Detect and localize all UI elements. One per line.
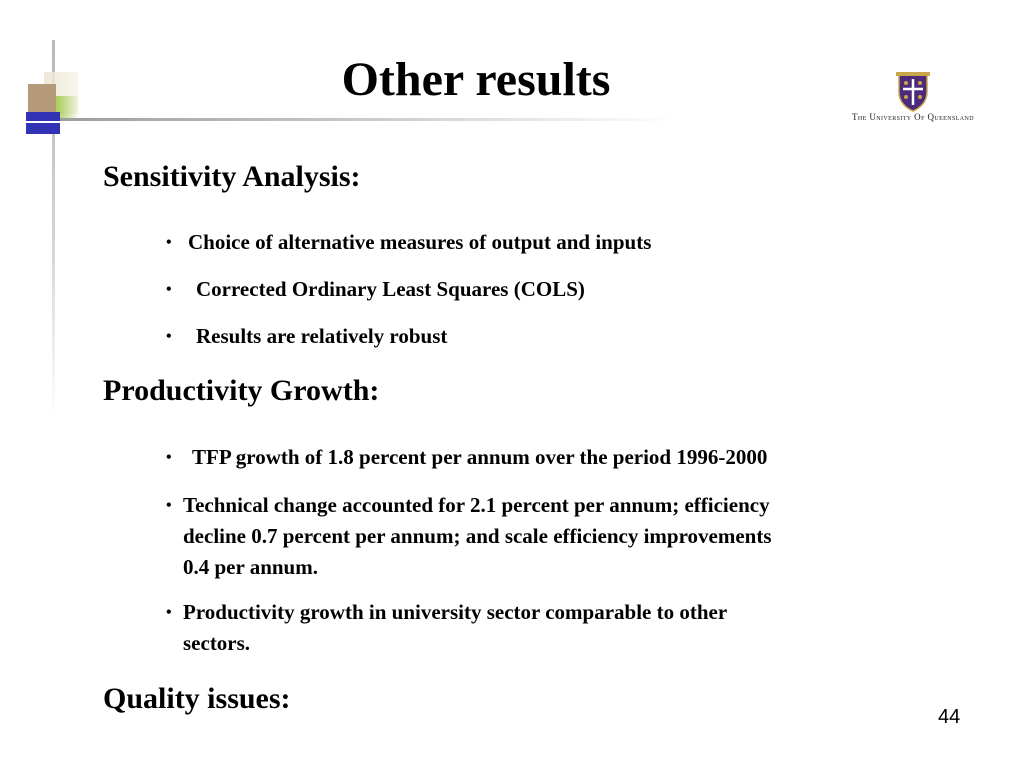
page-number: 44 bbox=[938, 706, 961, 728]
bullet-dot: • bbox=[166, 497, 172, 514]
section-heading-quality: Quality issues: bbox=[103, 682, 291, 715]
bullet-text: Technical change accounted for 2.1 percent per annum; efficiency decline 0.7 percent per annum; and scale efficiency improvements 0.4 per annum. bbox=[183, 493, 772, 579]
decorative-stripe bbox=[26, 121, 60, 123]
crest-icon bbox=[894, 72, 932, 112]
bullet-text: Productivity growth in university sector comparable to other sectors. bbox=[183, 600, 728, 655]
bullet-dot: • bbox=[166, 281, 172, 298]
bullet-text: Choice of alternative measures of output and inputs bbox=[188, 230, 652, 254]
section-heading-sensitivity: Sensitivity Analysis: bbox=[103, 160, 361, 193]
bullet-dot: • bbox=[166, 328, 172, 345]
university-logo bbox=[838, 70, 988, 130]
bullet-dot: • bbox=[166, 604, 172, 621]
section-heading-productivity: Productivity Growth: bbox=[103, 374, 380, 407]
bullet-item bbox=[166, 597, 926, 659]
bullet-item bbox=[166, 490, 926, 583]
bullet-dot: • bbox=[166, 234, 172, 251]
title-underline bbox=[36, 118, 676, 121]
bullet-dot: • bbox=[166, 449, 172, 466]
bullet-text: Results are relatively robust bbox=[196, 324, 448, 348]
slide-title: Other results bbox=[341, 53, 611, 106]
bullet-text: Corrected Ordinary Least Squares (COLS) bbox=[196, 277, 585, 301]
decorative-square-blue bbox=[26, 112, 60, 134]
university-name: The University Of Queensland bbox=[852, 112, 974, 122]
bullet-text: TFP growth of 1.8 percent per annum over the period 1996-2000 bbox=[192, 445, 768, 469]
